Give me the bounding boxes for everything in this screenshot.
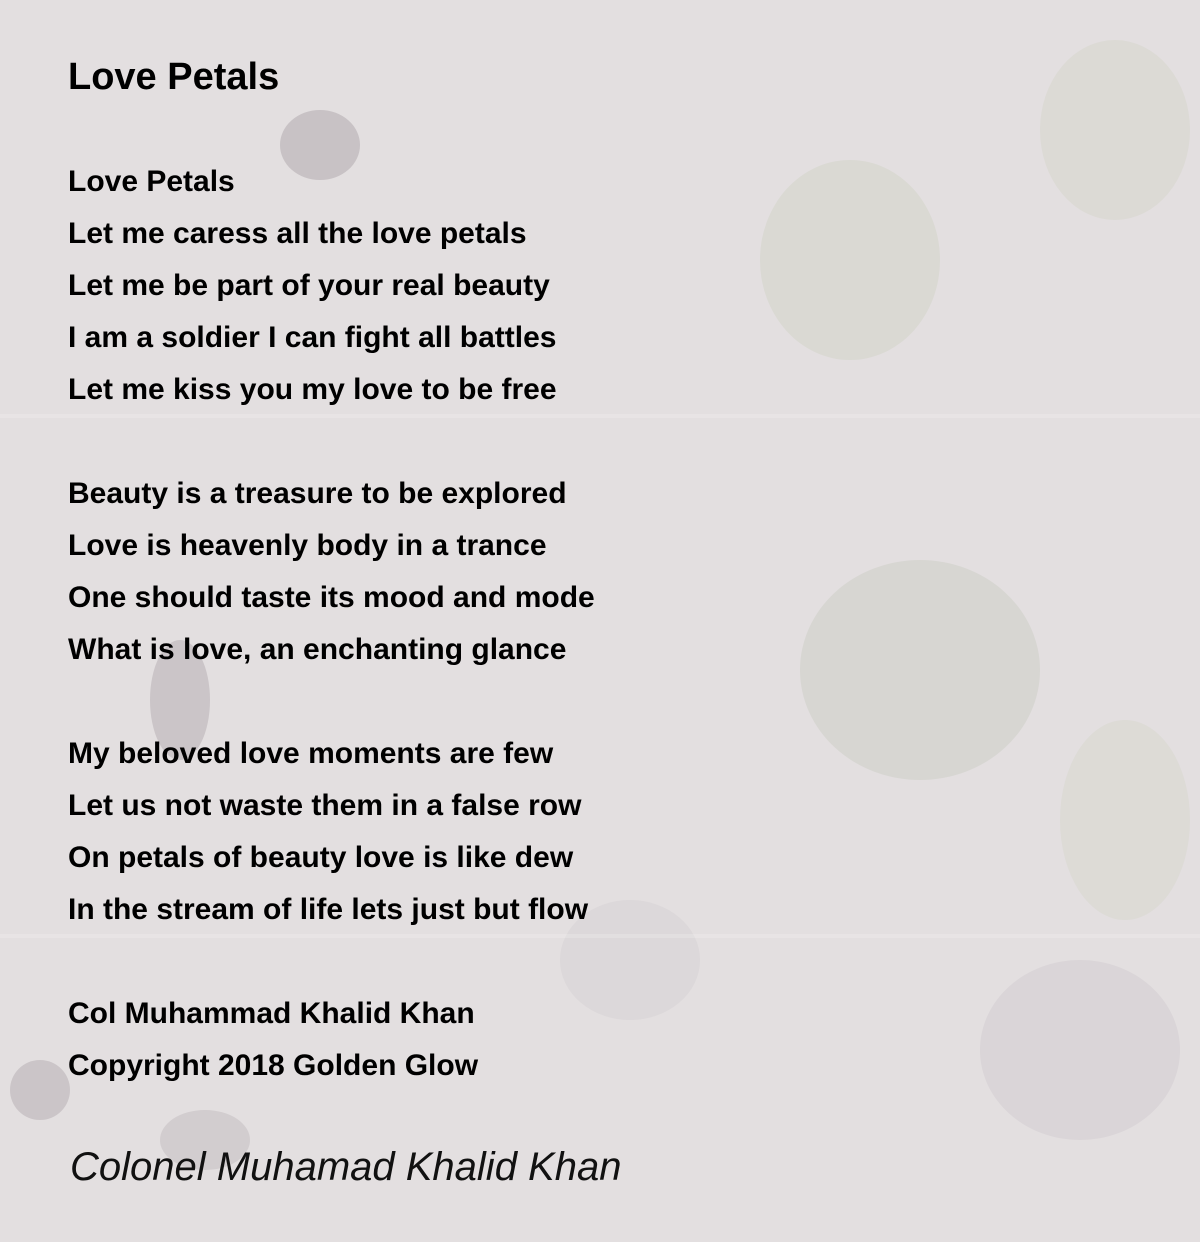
poem-line: My beloved love moments are few <box>68 737 554 770</box>
poem-line: Let me caress all the love petals <box>68 217 527 250</box>
poem-line: Let us not waste them in a false row <box>68 789 582 822</box>
poem-line: Let me kiss you my love to be free <box>68 373 557 406</box>
poem-line: On petals of beauty love is like dew <box>68 841 574 874</box>
poem-line: In the stream of life lets just but flow <box>68 893 589 926</box>
author-credit: Col Muhammad Khalid Khan <box>68 997 475 1030</box>
poem-line: Love Petals <box>68 165 235 198</box>
credits-stanza <box>68 988 595 1092</box>
poem-line: Let me be part of your real beauty <box>68 269 550 302</box>
author-signature: Colonel Muhamad Khalid Khan <box>70 1145 622 1189</box>
stanza <box>68 728 595 936</box>
poem-body <box>68 156 595 1144</box>
stanza <box>68 468 595 676</box>
poem-line: One should taste its mood and mode <box>68 581 595 614</box>
poem-line: Love is heavenly body in a trance <box>68 529 547 562</box>
poem-line: What is love, an enchanting glance <box>68 633 567 666</box>
poem-line: Beauty is a treasure to be explored <box>68 477 567 510</box>
copyright-notice: Copyright 2018 Golden Glow <box>68 1049 479 1082</box>
stanza <box>68 156 595 416</box>
poem-line: I am a soldier I can fight all battles <box>68 321 557 354</box>
poem-title: Love Petals <box>68 56 280 98</box>
